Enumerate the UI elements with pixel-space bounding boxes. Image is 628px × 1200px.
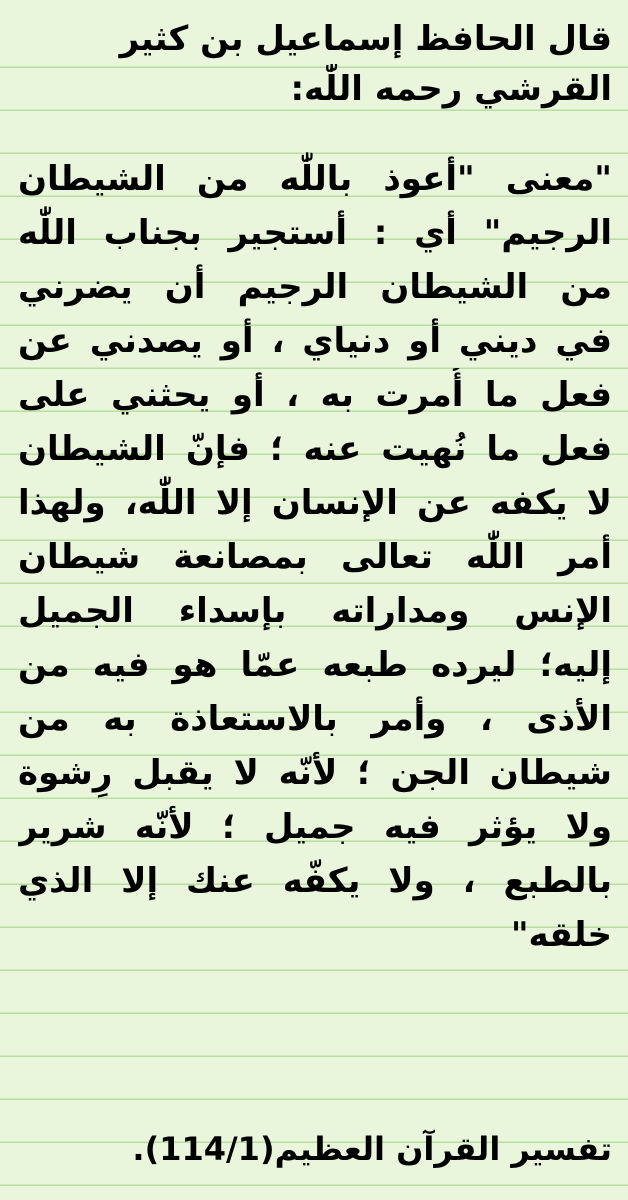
quote-line-2: الرجيم" أي : أستجير بجناب اللّٰه [18, 213, 612, 253]
quote-line-13: ولا يؤثر فيه جميل ؛ لأنّه شرير [18, 807, 612, 847]
source-citation-text: تفسير القرآن العظيم(114/1). [132, 1130, 612, 1168]
quote-line-15: خلقه" [510, 915, 612, 955]
quote-line-4: في ديني أو دنياي ، أو يصدني عن [18, 321, 612, 361]
intro-paragraph [18, 14, 612, 114]
quote-line-3: من الشيطان الرجيم أن يضرني [18, 267, 612, 307]
source-citation [132, 1130, 612, 1168]
quote-line-8: أمر اللّٰه تعالى بمصانعة شيطان [18, 537, 612, 577]
quote-line-14: بالطبع ، ولا يكفّه عنك إلا الذي [18, 861, 612, 901]
intro-line-1: قال الحافظ إسماعيل بن كثير [119, 19, 612, 59]
intro-line-2: القرشي رحمه اللّٰه: [290, 69, 612, 109]
quote-line-12: شيطان الجن ؛ لأنّه لا يقبل رِشوة [18, 753, 612, 793]
quote-line-1: "معنى "أعوذ باللّٰه من الشيطان [18, 159, 612, 199]
quote-line-11: الأذى ، وأمر بالاستعاذة به من [18, 699, 612, 739]
quote-line-10: إليه؛ ليرده طبعه عمّا هو فيه من [18, 645, 612, 685]
quote-line-7: لا يكفه عن الإنسان إلا اللّٰه، ولهذا [18, 483, 612, 523]
quote-line-9: الإنس ومداراته بإسداء الجميل [18, 591, 612, 631]
quote-line-5: فعل ما أُمرت به ، أو يحثني على [18, 375, 612, 415]
quote-paragraph [18, 152, 612, 962]
quote-line-6: فعل ما نُهيت عنه ؛ فإنّ الشيطان [18, 429, 612, 469]
paragraph-gap [18, 114, 612, 152]
